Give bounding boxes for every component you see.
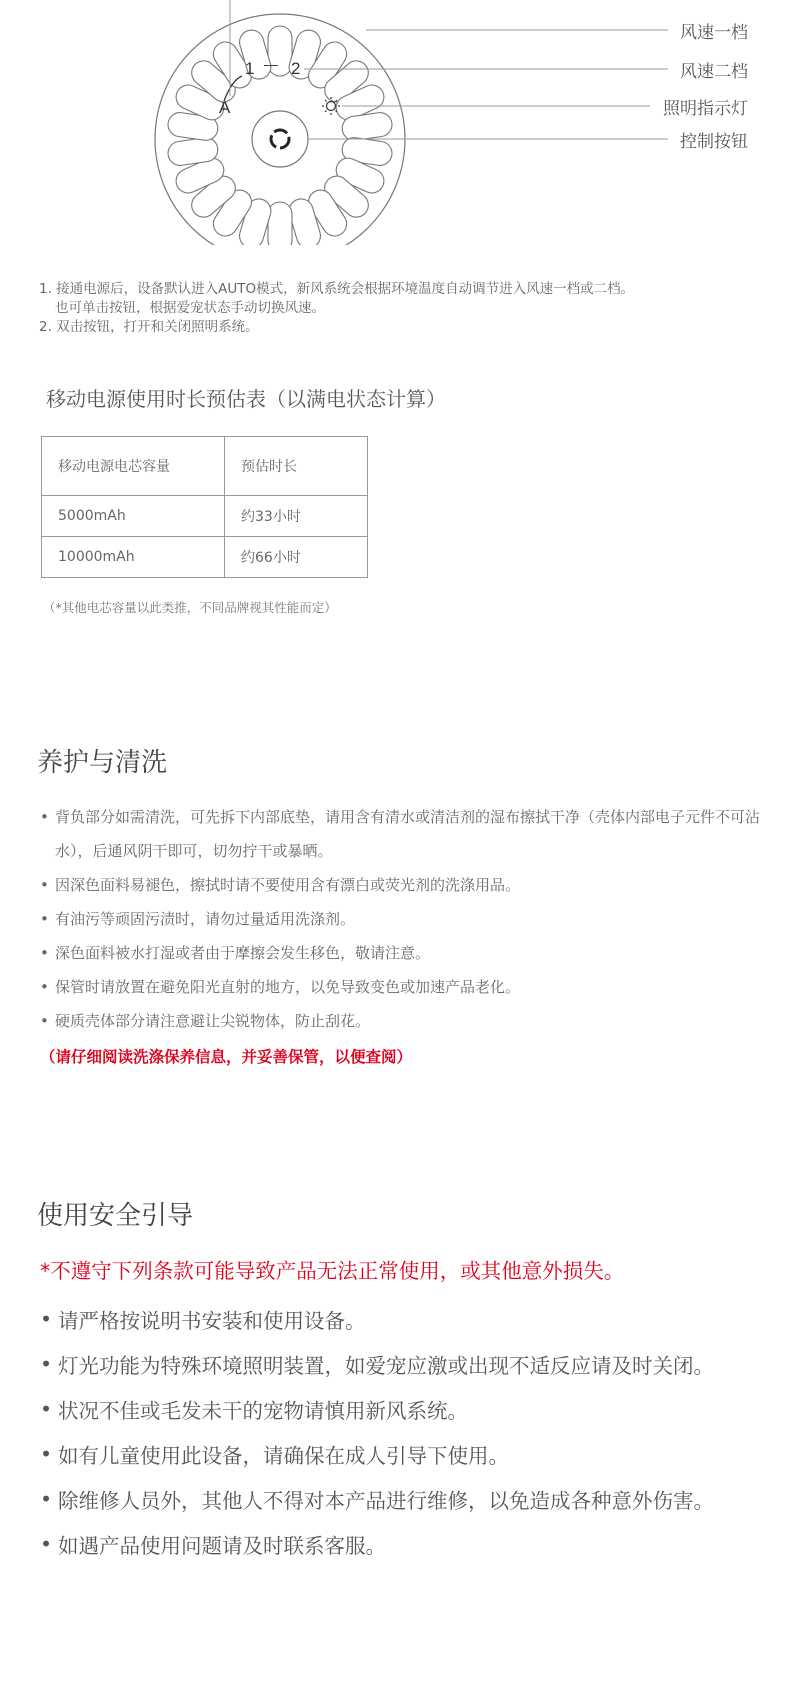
operation-instructions — [39, 280, 634, 337]
bullet: • — [40, 1396, 53, 1421]
table-cell-capacity: 5000mAh — [42, 496, 225, 537]
table-row — [42, 496, 368, 537]
care-list — [40, 800, 760, 1038]
list-item — [40, 902, 760, 936]
care-item-text: 因深色面料易褪色，擦拭时请不要使用含有漂白或荧光剂的洗涤用品。 — [55, 876, 521, 894]
instruction-line-2: 2. 双击按钮，打开和关闭照明系统。 — [39, 319, 259, 335]
table-header-capacity: 移动电源电芯容量 — [42, 437, 225, 496]
fan-dial-illustration — [0, 0, 790, 245]
bullet: • — [40, 1531, 53, 1556]
care-section-title: 养护与清洗 — [37, 748, 168, 778]
list-item — [40, 1341, 780, 1386]
bullet: • — [40, 1486, 53, 1511]
control-button — [252, 111, 308, 167]
bullet: • — [40, 944, 49, 962]
table-cell-duration: 约66小时 — [225, 537, 368, 578]
callout-speed2: 风速二档 — [680, 62, 748, 82]
table-cell-capacity: 10000mAh — [42, 537, 225, 578]
list-item — [40, 1431, 780, 1476]
list-item — [40, 1386, 780, 1431]
table-header-duration: 预估时长 — [225, 437, 368, 496]
safety-section-title: 使用安全引导 — [37, 1201, 194, 1231]
bullet: • — [40, 978, 49, 996]
vent-slot — [268, 202, 292, 245]
safety-item-text: 请严格按说明书安装和使用设备。 — [58, 1308, 366, 1333]
safety-item-text: 除维修人员外，其他人不得对本产品进行维修，以免造成各种意外伤害。 — [58, 1488, 714, 1513]
table-header-row — [42, 437, 368, 496]
dial-label-dash: — — [264, 56, 278, 72]
device-diagram — [0, 0, 790, 245]
bullet: • — [40, 1012, 49, 1030]
list-item — [40, 970, 760, 1004]
list-item — [40, 1476, 780, 1521]
care-item-text: 背负部分如需清洗，可先拆下内部底垫，请用含有清水或清洁剂的湿布擦拭干净（壳体内部电子元件不可沾水），后通风阴干即可，切勿拧干或暴晒。 — [55, 808, 761, 860]
bullet: • — [40, 1351, 53, 1376]
dial-label-speed2: 2 — [291, 59, 301, 78]
instruction-line-1: 1. 接通电源后，设备默认进入AUTO模式，新风系统会根据环境温度自动调节进入风速一档或二档。 — [39, 281, 635, 297]
battery-table-note: （*其他电芯容量以此类推，不同品牌视其性能而定） — [43, 600, 337, 615]
safety-item-text: 灯光功能为特殊环境照明装置，如爱宠应激或出现不适反应请及时关闭。 — [58, 1353, 714, 1378]
bullet: • — [40, 1441, 53, 1466]
care-item-text: 有油污等顽固污渍时，请勿过量适用洗涤剂。 — [55, 910, 356, 928]
table-row — [42, 537, 368, 578]
callout-control-button: 控制按钮 — [680, 132, 748, 152]
callout-speed1: 风速一档 — [680, 23, 748, 43]
safety-item-text: 如有儿童使用此设备，请确保在成人引导下使用。 — [58, 1443, 509, 1468]
list-item — [40, 936, 760, 970]
bullet: • — [40, 876, 49, 894]
bullet: • — [40, 808, 49, 826]
instruction-line-1b: 也可单击按钮，根据爱宠状态手动切换风速。 — [55, 300, 325, 316]
callout-light-indicator: 照明指示灯 — [663, 99, 748, 119]
bullet: • — [40, 910, 49, 928]
dial-label-auto: A — [219, 98, 231, 117]
table-cell-duration: 约33小时 — [225, 496, 368, 537]
care-item-text: 硬质壳体部分请注意避让尖锐物体，防止刮花。 — [55, 1012, 371, 1030]
bullet: • — [40, 1306, 53, 1331]
dial-label-speed1: 1 — [245, 59, 255, 78]
battery-table — [41, 436, 368, 578]
list-item — [40, 1296, 780, 1341]
battery-table-title: 移动电源使用时长预估表（以满电状态计算） — [46, 387, 446, 411]
list-item — [40, 868, 760, 902]
safety-item-text: 状况不佳或毛发未干的宠物请慎用新风系统。 — [58, 1398, 468, 1423]
list-item — [40, 1521, 780, 1566]
care-warning: （请仔细阅读洗涤保养信息，并妥善保管，以便查阅） — [40, 1048, 413, 1066]
list-item — [40, 1004, 760, 1038]
care-item-text: 保管时请放置在避免阳光直射的地方，以免导致变色或加速产品老化。 — [55, 978, 521, 996]
safety-item-text: 如遇产品使用问题请及时联系客服。 — [58, 1533, 386, 1558]
safety-warning: *不遵守下列条款可能导致产品无法正常使用，或其他意外损失。 — [40, 1259, 625, 1283]
safety-list — [40, 1296, 780, 1566]
list-item — [40, 800, 760, 868]
care-item-text: 深色面料被水打湿或者由于摩擦会发生移色，敬请注意。 — [55, 944, 431, 962]
